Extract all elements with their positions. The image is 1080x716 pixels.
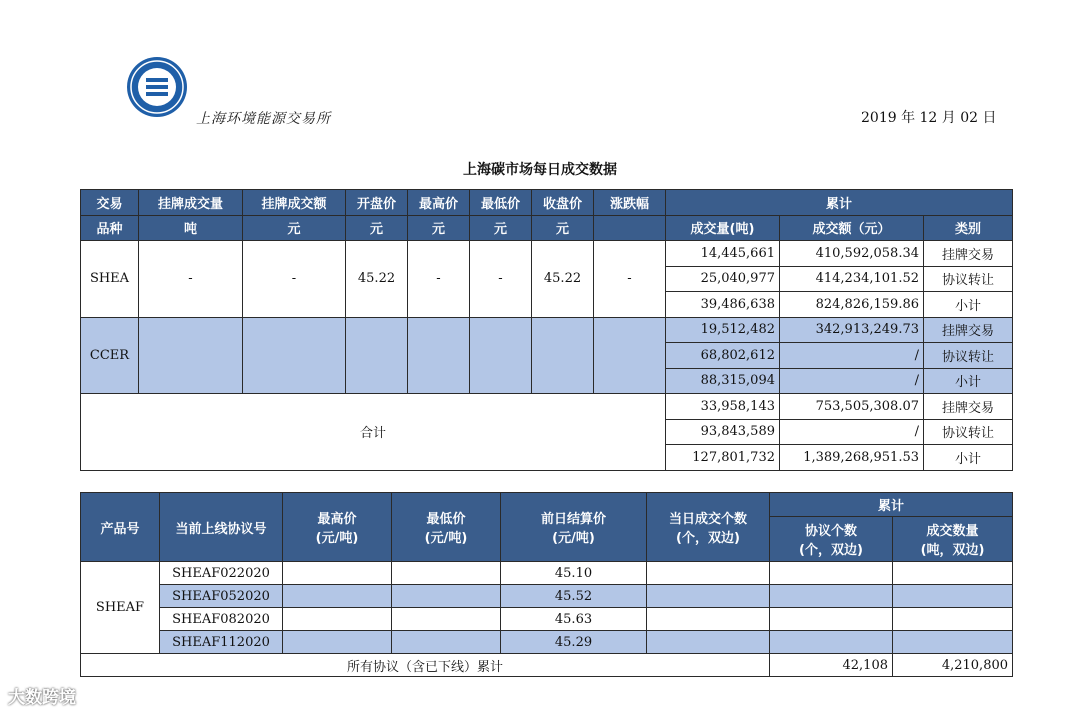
exchange-logo bbox=[126, 56, 188, 118]
hdr2-cumulative: 累计 bbox=[770, 493, 1013, 517]
cell-low bbox=[392, 631, 501, 654]
shea-low: - bbox=[470, 241, 532, 318]
hdr-cum-volume: 成交量(吨) bbox=[666, 215, 780, 241]
cell-volume: 68,802,612 bbox=[666, 343, 780, 369]
cell-low bbox=[392, 585, 501, 608]
cell-category: 协议转让 bbox=[924, 419, 1013, 445]
cell-amount: 342,913,249.73 bbox=[780, 317, 924, 343]
cell-agreements bbox=[770, 562, 893, 585]
shea-close: 45.22 bbox=[532, 241, 594, 318]
report-title: 上海碳市场每日成交数据 bbox=[463, 162, 617, 178]
cell-high bbox=[283, 631, 392, 654]
cell-category: 挂牌交易 bbox=[924, 394, 1013, 420]
cell-category: 小计 bbox=[924, 445, 1013, 471]
hdr2-low-unit: (元/吨) bbox=[424, 531, 468, 546]
cell-settle: 45.29 bbox=[501, 631, 647, 654]
hdr2-daily-count-unit: (个，双边) bbox=[676, 531, 740, 546]
table-row bbox=[81, 631, 1013, 654]
cell-high bbox=[283, 562, 392, 585]
hdr-change-unit bbox=[594, 215, 666, 241]
cell-quantity bbox=[893, 562, 1013, 585]
cell-volume: 33,958,143 bbox=[666, 394, 780, 420]
total2-quantity: 4,210,800 bbox=[893, 654, 1013, 677]
hdr2-settle bbox=[501, 493, 647, 562]
hdr2-agreements-label: 协议个数 bbox=[804, 524, 857, 539]
hdr2-agreements bbox=[770, 517, 893, 562]
cell-amount: 410,592,058.34 bbox=[780, 241, 924, 267]
ccer-name: CCER bbox=[81, 317, 139, 394]
cell-amount: 753,505,308.07 bbox=[780, 394, 924, 420]
cell-amount: 824,826,159.86 bbox=[780, 292, 924, 318]
ccer-empty bbox=[532, 317, 594, 394]
cell-quantity bbox=[893, 608, 1013, 631]
cell-settle: 45.52 bbox=[501, 585, 647, 608]
hdr2-daily-count-label: 当日成交个数 bbox=[668, 512, 747, 527]
ccer-empty bbox=[470, 317, 532, 394]
cell-low bbox=[392, 562, 501, 585]
hdr-listed-amount: 挂牌成交额 bbox=[243, 190, 346, 216]
company-signature: 上海环境能源交易所 bbox=[196, 111, 331, 127]
cell-quantity bbox=[893, 631, 1013, 654]
cell-high bbox=[283, 608, 392, 631]
shea-change: - bbox=[594, 241, 666, 318]
cell-amount: / bbox=[780, 343, 924, 369]
hdr-high: 最高价 bbox=[408, 190, 470, 216]
shea-listed-volume: - bbox=[139, 241, 243, 318]
hdr-open-unit: 元 bbox=[346, 215, 408, 241]
cell-volume: 127,801,732 bbox=[666, 445, 780, 471]
cell-volume: 39,486,638 bbox=[666, 292, 780, 318]
cell-agreements bbox=[770, 585, 893, 608]
ccer-empty bbox=[139, 317, 243, 394]
ccer-empty bbox=[346, 317, 408, 394]
hdr-cumulative: 累计 bbox=[666, 190, 1013, 216]
cell-volume: 88,315,094 bbox=[666, 368, 780, 394]
cell-daily bbox=[647, 608, 770, 631]
cell-contract: SHEAF052020 bbox=[160, 585, 283, 608]
table-row bbox=[81, 394, 1013, 420]
table-row bbox=[81, 654, 1013, 677]
hdr2-product: 产品号 bbox=[81, 493, 160, 562]
cell-high bbox=[283, 585, 392, 608]
cell-amount: 414,234,101.52 bbox=[780, 266, 924, 292]
cell-category: 小计 bbox=[924, 368, 1013, 394]
hdr-close: 收盘价 bbox=[532, 190, 594, 216]
hdr2-agreements-unit: (个，双边) bbox=[799, 543, 863, 558]
total2-agreements: 42,108 bbox=[770, 654, 893, 677]
cell-volume: 25,040,977 bbox=[666, 266, 780, 292]
hdr2-low bbox=[392, 493, 501, 562]
cell-category: 挂牌交易 bbox=[924, 317, 1013, 343]
cell-category: 协议转让 bbox=[924, 266, 1013, 292]
cell-amount: 1,389,268,951.53 bbox=[780, 445, 924, 471]
hdr2-quantity-label: 成交数量 bbox=[926, 524, 979, 539]
hdr-cum-amount: 成交额（元） bbox=[780, 215, 924, 241]
cell-amount: / bbox=[780, 368, 924, 394]
cell-category: 挂牌交易 bbox=[924, 241, 1013, 267]
hdr-variety-sub: 品种 bbox=[81, 215, 139, 241]
hdr-category: 类别 bbox=[924, 215, 1013, 241]
hdr2-high-unit: (元/吨) bbox=[315, 531, 359, 546]
shea-listed-amount: - bbox=[243, 241, 346, 318]
total-label: 合计 bbox=[81, 394, 666, 471]
hdr2-settle-unit: (元/吨) bbox=[552, 531, 595, 546]
hdr2-contract: 当前上线协议号 bbox=[160, 493, 283, 562]
cell-daily bbox=[647, 585, 770, 608]
cell-volume: 14,445,661 bbox=[666, 241, 780, 267]
cell-contract: SHEAF112020 bbox=[160, 631, 283, 654]
table-row bbox=[81, 562, 1013, 585]
cell-contract: SHEAF082020 bbox=[160, 608, 283, 631]
cell-category: 协议转让 bbox=[924, 343, 1013, 369]
ccer-empty bbox=[594, 317, 666, 394]
hdr-listed-volume: 挂牌成交量 bbox=[139, 190, 243, 216]
cell-agreements bbox=[770, 608, 893, 631]
cell-category: 小计 bbox=[924, 292, 1013, 318]
watermark: 大数跨境 bbox=[8, 688, 76, 708]
hdr-low: 最低价 bbox=[470, 190, 532, 216]
cell-settle: 45.10 bbox=[501, 562, 647, 585]
cell-daily bbox=[647, 631, 770, 654]
hdr2-high bbox=[283, 493, 392, 562]
cell-low bbox=[392, 608, 501, 631]
product-name: SHEAF bbox=[81, 562, 160, 654]
hdr-change: 涨跌幅 bbox=[594, 190, 666, 216]
hdr-open: 开盘价 bbox=[346, 190, 408, 216]
report-date: 2019 年 12 月 02 日 bbox=[861, 110, 997, 126]
cell-contract: SHEAF022020 bbox=[160, 562, 283, 585]
total2-label: 所有协议（含已下线）累计 bbox=[81, 654, 770, 677]
cell-volume: 19,512,482 bbox=[666, 317, 780, 343]
cell-amount: / bbox=[780, 419, 924, 445]
hdr2-quantity-unit: (吨，双边) bbox=[920, 543, 985, 558]
ccer-empty bbox=[243, 317, 346, 394]
hdr2-low-label: 最低价 bbox=[426, 512, 466, 527]
hdr2-quantity bbox=[893, 517, 1013, 562]
cell-daily bbox=[647, 562, 770, 585]
hdr2-settle-label: 前日结算价 bbox=[540, 512, 606, 527]
shea-open: 45.22 bbox=[346, 241, 408, 318]
cell-agreements bbox=[770, 631, 893, 654]
daily-trading-table bbox=[80, 189, 1013, 471]
table-row bbox=[81, 585, 1013, 608]
hdr-listed-volume-unit: 吨 bbox=[139, 215, 243, 241]
ccer-empty bbox=[408, 317, 470, 394]
table-row bbox=[81, 241, 1013, 267]
hdr-high-unit: 元 bbox=[408, 215, 470, 241]
shea-high: - bbox=[408, 241, 470, 318]
hdr-variety: 交易 bbox=[81, 190, 139, 216]
cell-settle: 45.63 bbox=[501, 608, 647, 631]
hdr2-daily-count bbox=[647, 493, 770, 562]
table-row bbox=[81, 608, 1013, 631]
cell-volume: 93,843,589 bbox=[666, 419, 780, 445]
hdr-low-unit: 元 bbox=[470, 215, 532, 241]
hdr-close-unit: 元 bbox=[532, 215, 594, 241]
cell-quantity bbox=[893, 585, 1013, 608]
hdr2-high-label: 最高价 bbox=[317, 512, 357, 527]
table-row bbox=[81, 317, 1013, 343]
shea-name: SHEA bbox=[81, 241, 139, 318]
hdr-listed-amount-unit: 元 bbox=[243, 215, 346, 241]
forward-contract-table bbox=[80, 492, 1013, 677]
